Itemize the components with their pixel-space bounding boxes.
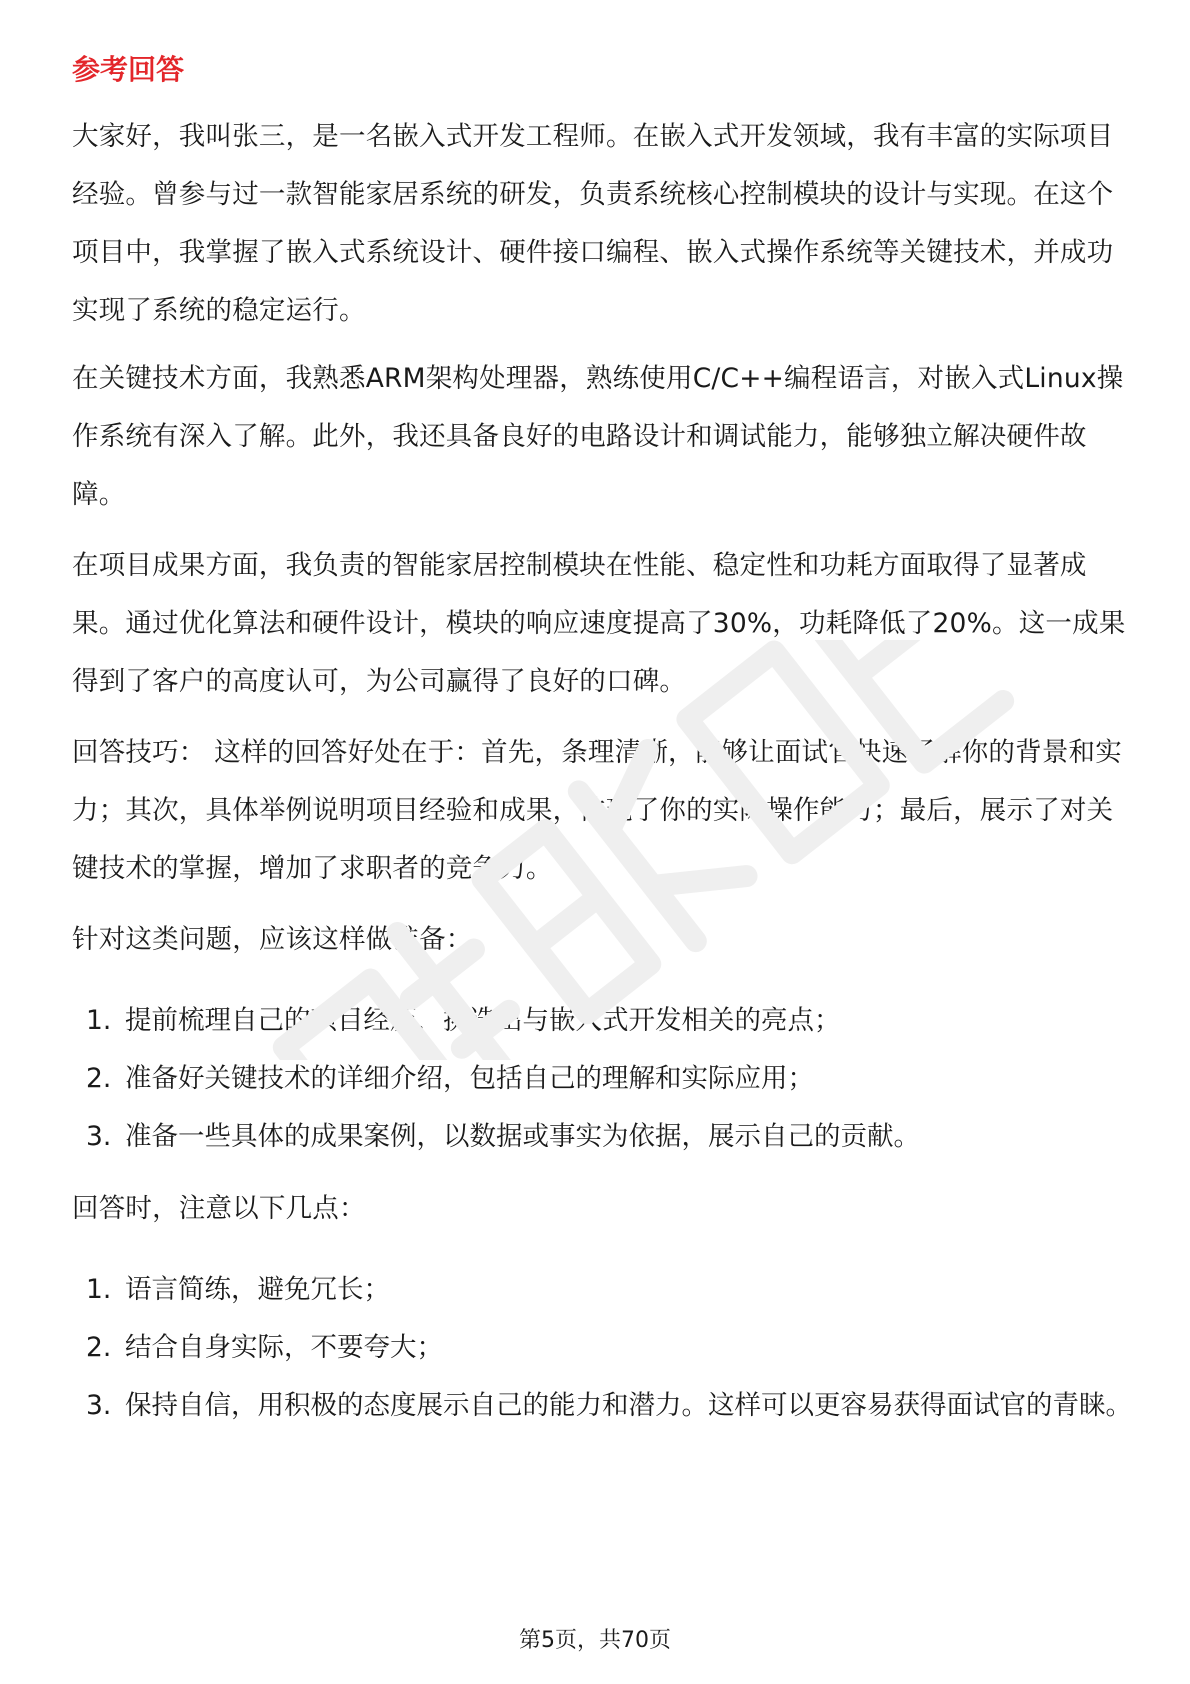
list-item [72,1261,1132,1319]
results-paragraph: 在项目成果方面，我负责的智能家居控制模块在性能、稳定性和功耗方面取得了显著成果。通过优化算法和硬件设计，模块的响应速度提高了30%，功耗降低了20%。这一成果得到了客户的高度认可，为公司赢得了良好的口碑。 [72,550,1126,697]
list-item [72,1108,1132,1166]
notes-intro: 回答时，注意以下几点： [72,1193,366,1224]
list-text: 结合自身实际，不要夸大； [125,1332,443,1363]
notes-list [72,1261,1132,1435]
tips-paragraph: 回答技巧： 这样的回答好处在于：首先，条理清晰，能够让面试官快速了解你的背景和实力；其次，具体举例说明项目经验和成果，体现了你的实际操作能力；最后，展示了对关键技术的掌握，增加了求职者的竞争力。 [72,737,1122,884]
list-item [72,1050,1132,1108]
list-text: 提前梳理自己的项目经历，挑选出与嵌入式开发相关的亮点； [125,1005,841,1036]
skills-paragraph: 在关键技术方面，我熟悉ARM架构处理器，熟练使用C/C++编程语言，对嵌入式Linux操作系统有深入了解。此外，我还具备良好的电路设计和调试能力，能够独立解决硬件故障。 [72,363,1124,510]
list-number: 3. [86,1390,112,1421]
list-item [72,992,1132,1050]
page-footer: 第5页，共70页 [519,1628,671,1653]
list-text: 语言简练，避免冗长； [125,1274,390,1305]
list-item [72,1319,1132,1377]
list-text: 准备一些具体的成果案例，以数据或事实为依据，展示自己的贡献。 [125,1121,920,1152]
list-number: 2. [86,1332,112,1363]
list-number: 1. [86,1274,112,1305]
prep-intro: 针对这类问题，应该这样做准备： [72,924,473,955]
intro-paragraph: 大家好，我叫张三，是一名嵌入式开发工程师。在嵌入式开发领域，我有丰富的实际项目经验。曾参与过一款智能家居系统的研发，负责系统核心控制模块的设计与实现。在这个项目中，我掌握了嵌入式系统设计、硬件接口编程、嵌入式操作系统等关键技术，并成功实现了系统的稳定运行。 [72,121,1114,326]
list-number: 2. [86,1063,112,1094]
list-text: 保持自信，用积极的态度展示自己的能力和潜力。这样可以更容易获得面试官的青睐。 [125,1390,1132,1421]
list-number: 1. [86,1005,112,1036]
list-text: 准备好关键技术的详细介绍，包括自己的理解和实际应用； [125,1063,814,1094]
list-item [72,1377,1132,1435]
list-number: 3. [86,1121,112,1152]
prep-list [72,992,1132,1166]
section-heading: 参考回答 [72,53,185,86]
